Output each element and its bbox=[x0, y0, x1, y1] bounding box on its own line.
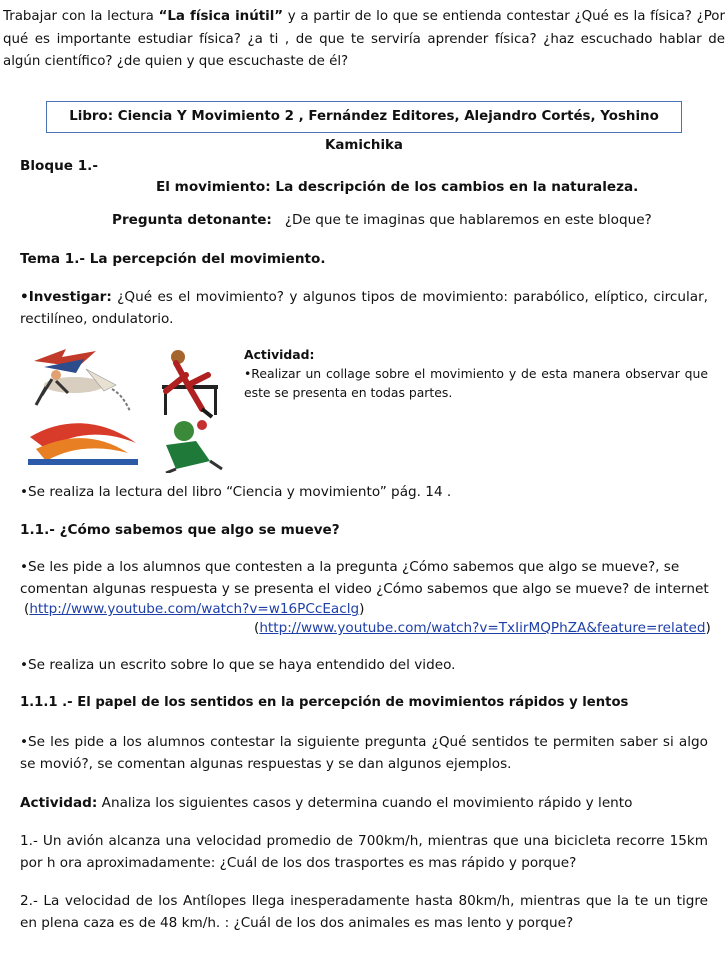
pregunta-label: Pregunta detonante: bbox=[112, 212, 272, 228]
reading-title: “La física inútil” bbox=[158, 9, 284, 24]
sentidos-paragraph: •Se les pide a los alumnos contestar la siguiente pregunta ¿Qué sentidos te permiten saber si algo se movió?, se comentan algunas respuestas y se dan algunos ejemplos. bbox=[20, 734, 708, 772]
running-figure-icon bbox=[34, 349, 130, 411]
intro-rest: y a partir de lo que se entienda contestar ¿Qué es la física? ¿Por qué es importante estudiar física? ¿a ti , de que te serviría aprender física? ¿haz escuchado hablar de algún científico? ¿de quien y que escuchaste de él? bbox=[3, 9, 725, 69]
actividad-2-paragraph bbox=[20, 792, 708, 814]
video-link-1-line: (http://www.youtube.com/watch?v=w16PCcEaclg) bbox=[24, 601, 365, 617]
pregunta-text: ¿De que te imaginas que hablaremos en este bloque? bbox=[284, 212, 652, 228]
bloque-label: Bloque 1.- bbox=[20, 158, 98, 174]
hurdle-athlete-icon bbox=[162, 350, 218, 417]
investigar-text: ¿Qué es el movimiento? y algunos tipos de movimiento: parabólico, elíptico, circular, rectilíneo, ondulatorio. bbox=[20, 289, 708, 327]
caso-1-paragraph: 1.- Un avión alcanza una velocidad promedio de 700km/h, mientras que una bicicleta recorre 15km por h ora aproximadamente: ¿Cuál de los dos trasportes es mas rápido y porque? bbox=[20, 833, 708, 871]
caso-2-paragraph: 2.- La velocidad de los Antílopes llega inesperadamente hasta 80km/h, mientras que la te un tigre en plena caza es de 48 km/h. : ¿Cuál de los dos animales es mas lento y porque? bbox=[20, 893, 708, 931]
collage-activity-text: •Realizar un collage sobre el movimiento y de esta manera observar que este se presenta en todas partes. bbox=[244, 366, 708, 400]
collage-activity-label: Actividad: bbox=[244, 347, 315, 362]
book-reference-box: Libro: Ciencia Y Movimiento 2 , Fernández Editores, Alejandro Cortés, Yoshino Kamichika bbox=[46, 101, 682, 133]
se-pide-line-1: •Se les pide a los alumnos que contesten a la pregunta ¿Cómo sabemos que algo se mueve?, se bbox=[20, 559, 680, 575]
tema-heading: Tema 1.- La percepción del movimiento. bbox=[20, 251, 326, 267]
pregunta-detonante bbox=[112, 209, 712, 231]
movement-collage-image bbox=[26, 345, 238, 473]
sports-figure-icon bbox=[166, 420, 222, 473]
video-link-2[interactable]: http://www.youtube.com/watch?v=TxIirMQPhZA&feature=related bbox=[259, 620, 706, 636]
actividad-2-label: Actividad: bbox=[20, 795, 98, 811]
video-link-2-line: (http://www.youtube.com/watch?v=TxIirMQPhZA&feature=related) bbox=[254, 620, 711, 636]
swoosh-icon bbox=[28, 423, 138, 465]
video-link-1[interactable]: http://www.youtube.com/watch?v=w16PCcEaclg bbox=[29, 601, 360, 617]
section-1-1-1-heading: 1.1.1 .- El papel de los sentidos en la percepción de movimientos rápidos y lentos bbox=[20, 695, 629, 710]
investigar-paragraph bbox=[20, 286, 708, 330]
actividad-2-text: Analiza los siguientes casos y determina cuando el movimiento rápido y lento bbox=[97, 795, 633, 811]
collage-activity bbox=[244, 345, 708, 402]
intro-prefix: Trabajar con la lectura bbox=[3, 9, 159, 24]
section-1-1-heading: 1.1.- ¿Cómo sabemos que algo se mueve? bbox=[20, 522, 340, 538]
investigar-label: •Investigar: bbox=[20, 289, 112, 305]
se-pide-line-2: comentan algunas respuesta y se presenta el video ¿Cómo sabemos que algo se mueve? de internet bbox=[20, 581, 709, 597]
bloque-title: El movimiento: La descripción de los cambios en la naturaleza. bbox=[156, 179, 639, 195]
lectura-paragraph: •Se realiza la lectura del libro “Ciencia y movimiento” pág. 14 . bbox=[20, 484, 452, 500]
intro-paragraph bbox=[3, 6, 725, 74]
escrito-paragraph: •Se realiza un escrito sobre lo que se haya entendido del video. bbox=[20, 657, 456, 673]
